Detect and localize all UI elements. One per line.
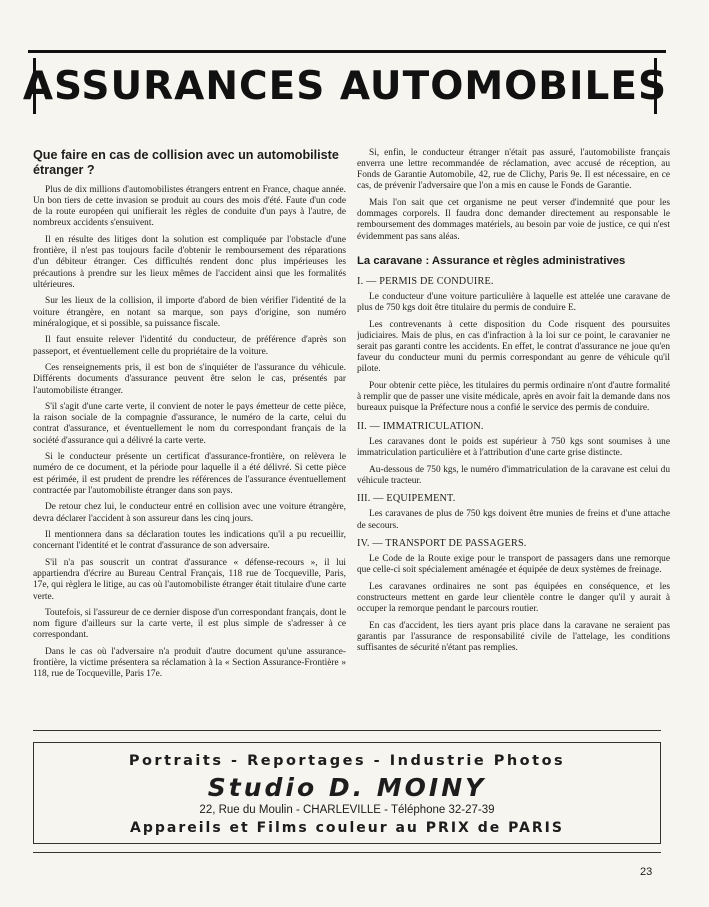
paragraph: Si, enfin, le conducteur étranger n'était pas assuré, l'automobiliste français enverra une lettre recommandée de réclamation, avec accusé de réception, au Fonds de Garantie Automobile, 42, rue de Clichy, Paris 9e. Il est nécessaire, en ce cas, de prévenir l'adversaire que l'on a mis en cause le Fonds de Garantie.: [357, 148, 670, 192]
paragraph: Il faut ensuite relever l'identité du conducteur, de préférence d'après son passeport, et éventuellement celle du propriétaire de la voiture.: [33, 335, 346, 357]
paragraph: Le conducteur d'une voiture particulière à laquelle est attelée une caravane de plus de 750 kgs doit être titulaire du permis de conduire E.: [357, 291, 670, 313]
right-column: [357, 148, 670, 660]
subsection-title: IV. — TRANSPORT DE PASSAGERS.: [357, 538, 527, 550]
paragraph: Les contrevenants à cette disposition du Code risquent des poursuites judiciaires. Mais de plus, en cas d'infraction à la loi sur ce point, le caravanier ne serait pas garanti contre les accidents. En effet, le contrat d'assurance ne joue qu'en faveur du conducteur muni du permis correspondant au genre de véhicule qu'il pilote.: [357, 319, 670, 375]
left-column: [33, 148, 346, 686]
ad-address-line: 22, Rue du Moulin - CHARLEVILLE - Téléphone 32-27-39: [199, 804, 495, 816]
ad-services-line: Portraits - Reportages - Industrie Photos: [128, 753, 566, 769]
subsection-title: II. — IMMATRICULATION.: [357, 420, 484, 432]
ad-rule: [33, 852, 661, 853]
paragraph: De retour chez lui, le conducteur entré en collision avec une voiture étrangère, devra déclarer l'accident à son assureur dans les cinq jours.: [33, 502, 346, 524]
paragraph: Les caravanes dont le poids est supérieur à 750 kgs sont soumises à une immatriculation particulière et à l'attribution d'une carte grise distincte.: [357, 436, 670, 458]
subsection-title: I. — PERMIS DE CONDUIRE.: [357, 275, 494, 287]
paragraph: S'il n'a pas souscrit un contrat d'assurance « défense-recours », il lui appartiendra d'écrire au Bureau Central Français, 118 rue de Tocqueville, Paris, 17e, qui règlera le litige, au cas où l'automobiliste étranger était titulaire d'une carte verte.: [33, 558, 346, 602]
paragraph: Les caravanes ordinaires ne sont pas équipées en conséquence, et les constructeurs mettent en garde leur clientèle contre le danger qu'il y aurait à occuper la remorque pendant le parcours routier.: [357, 582, 670, 615]
paragraph: S'il s'agit d'une carte verte, il convient de noter le pays émetteur de cette pièce, la raison sociale de la compagnie d'assurance, le numéro de la carte, celui du contrat d'assurance, et éventuellement le nom du correspondant français de la société d'assurance qui a délivré la carte verte.: [33, 402, 346, 446]
paragraph: Mais l'on sait que cet organisme ne peut verser d'indemnité que pour les dommages corporels. Il faudra donc demander directement au responsable le remboursement des dommages matériels, au besoin par voie de justice, ce qui n'est évidemment pas sans aléas.: [357, 198, 670, 242]
article-heading: Que faire en cas de collision avec un automobiliste étranger ?: [33, 148, 339, 177]
paragraph: Ces renseignements pris, il est bon de s'inquiéter de l'assurance du véhicule. Différents documents d'assurance peuvent être selon le cas, présentés par l'automobiliste étranger.: [33, 363, 346, 396]
header-rule: [28, 50, 666, 53]
paragraph: Il mentionnera dans sa déclaration toutes les indications qu'il a pu recueillir, concernant l'identité et le contrat d'assurance de son adversaire.: [33, 530, 346, 552]
ad-rule: [33, 730, 661, 731]
advertisement-box: [33, 742, 661, 844]
page-number: 23: [640, 866, 653, 878]
paragraph: Dans le cas où l'adversaire n'a produit d'autre document qu'une assurance-frontière, la victime présentera sa réclamation à la « Section Assurance-Frontière » 118, rue de Tocqueville, Paris 17e.: [33, 647, 346, 680]
paragraph: Plus de dix millions d'automobilistes étrangers entrent en France, chaque année. Un bon tiers de cette invasion se produit au cours des mois d'été. Faute d'un code de la route européen qui unifierait les règles de conduite d'un pays à l'autre, de nombreux accidents s'ensuivent.: [33, 185, 346, 229]
paragraph: Il en résulte des litiges dont la solution est compliquée par l'obstacle d'une frontière, il n'est pas toujours facile d'obtenir le remboursement des réparations d'un débiteur étranger. Ces difficultés rendent donc plus impérieuses les précautions à prendre sur les lieux mêmes de l'accident ainsi que les formalités ultérieures.: [33, 235, 346, 290]
paragraph: Les caravanes de plus de 750 kgs doivent être munies de freins et d'une attache de secours.: [357, 509, 670, 531]
paragraph: Le Code de la Route exige pour le transport de passagers dans une remorque que celle-ci soit spécialement aménagée et équipée de deux systèmes de freinage.: [357, 554, 670, 576]
paragraph: Au-dessous de 750 kgs, le numéro d'immatriculation de la caravane est celui du véhicule tracteur.: [357, 464, 670, 486]
ad-studio-name: Studio D. MOINY: [207, 773, 487, 802]
paragraph: Si le conducteur présente un certificat d'assurance-frontière, on relèvera le numéro de ce document, et la période pour laquelle il a été délivré. Si cette pièce est périmée, il est prudent de prendre les références de l'assurance éventuellement contractée par l'automobiliste étranger dans son pays.: [33, 452, 346, 496]
paragraph: Toutefois, si l'assureur de ce dernier dispose d'un correspondant français, dont le nom figure d'ailleurs sur la carte verte, il est plus simple de s'adresser à ce correspondant.: [33, 608, 346, 641]
header-banner: [22, 58, 668, 114]
page-title: ASSURANCES AUTOMOBILES: [22, 63, 668, 109]
subsection-title: III. — EQUIPEMENT.: [357, 493, 456, 505]
paragraph: En cas d'accident, les tiers ayant pris place dans la caravane ne seraient pas garantis par l'assurance de responsabilité civile de l'attelage, les conditions suffisantes de sécurité n'étant pas remplies.: [357, 621, 670, 654]
ad-tagline: Appareils et Films couleur au PRIX de PARIS: [130, 820, 564, 836]
section-heading: La caravane : Assurance et règles administratives: [357, 254, 626, 267]
paragraph: Sur les lieux de la collision, il importe d'abord de bien vérifier l'identité de la voiture étrangère, en notant sa marque, son pays d'origine, son numéro minéralogique, et si possible, sa puissance fiscale.: [33, 296, 346, 329]
paragraph: Pour obtenir cette pièce, les titulaires du permis ordinaire n'ont d'autre formalité à remplir que de passer une visite médicale, après en avoir fait la demande dans nos bureaux puisque la Préfecture nous a confié le service des permis de conduire.: [357, 380, 670, 414]
